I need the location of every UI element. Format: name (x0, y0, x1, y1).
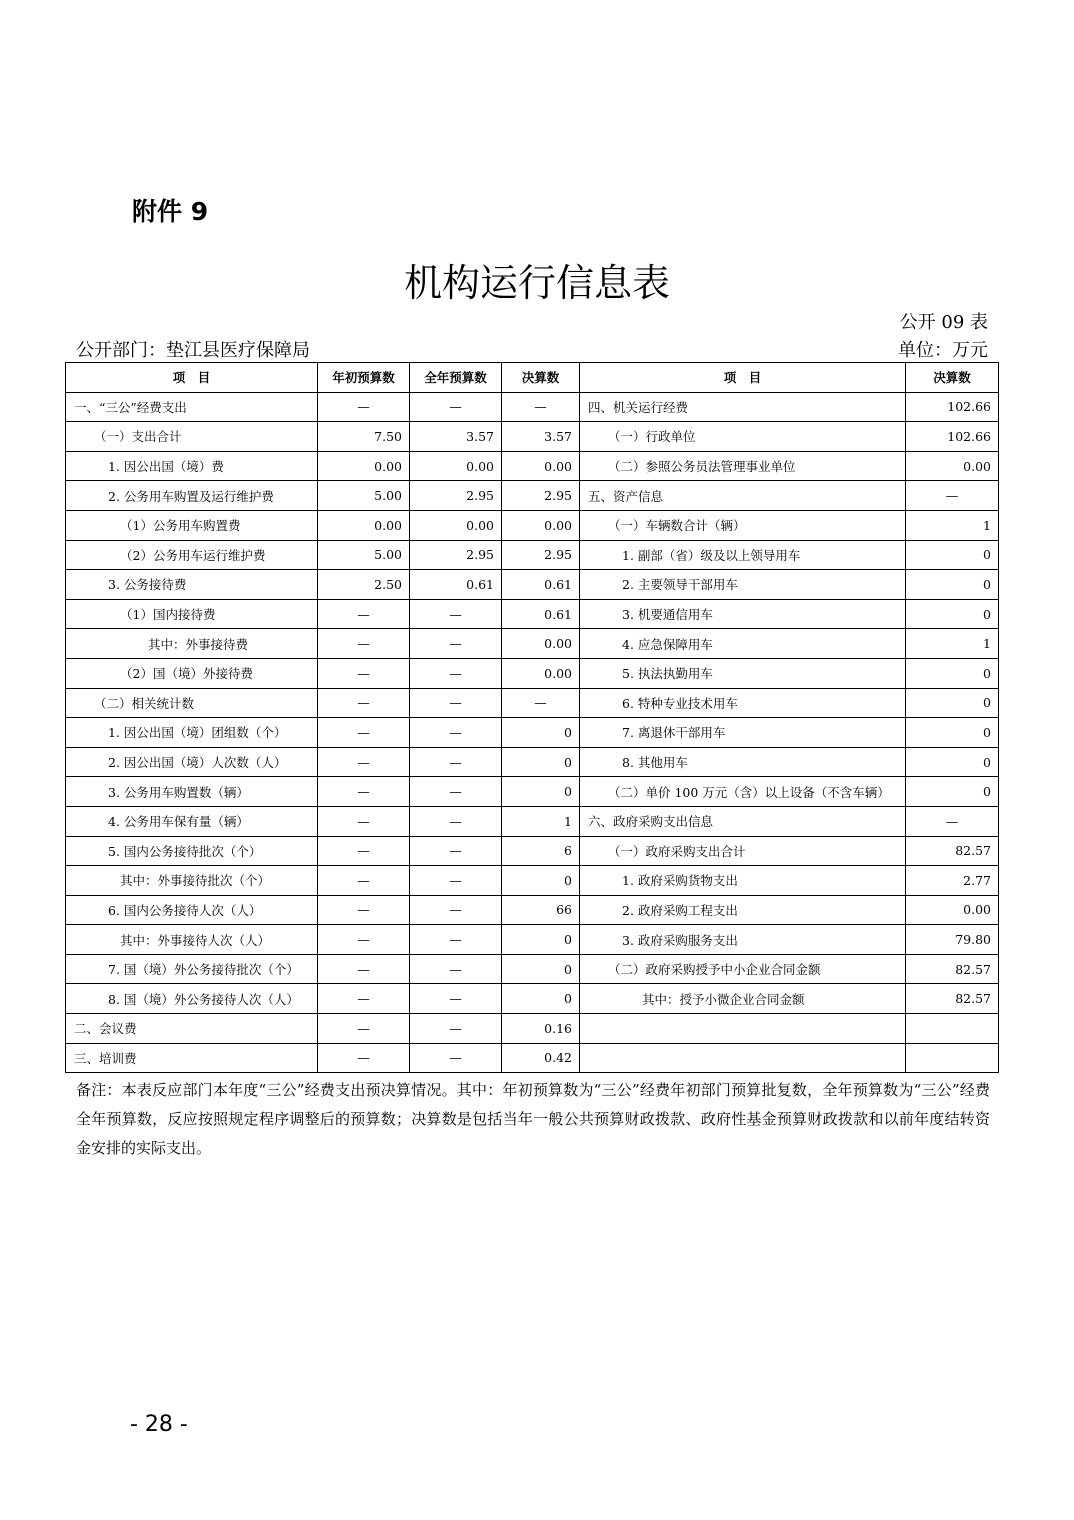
row-label: 1. 因公出国（境）费 (66, 451, 318, 481)
row-label: 其中：外事接待批次（个） (66, 866, 318, 896)
initial-value: 5.00 (318, 540, 410, 570)
row-label: 3. 公务用车购置数（辆） (66, 777, 318, 807)
initial-value: 0.00 (318, 510, 410, 540)
right-label: 4. 应急保障用车 (580, 629, 906, 659)
final-value: 0.00 (502, 510, 580, 540)
row-label: 二、会议费 (66, 1014, 318, 1044)
row-label: （1）公务用车购置费 (66, 510, 318, 540)
right-value: — (906, 481, 999, 511)
final-value: 0.00 (502, 658, 580, 688)
table-row (66, 629, 999, 659)
initial-value: 7.50 (318, 422, 410, 452)
final-value: 0.00 (502, 629, 580, 659)
right-value: 102.66 (906, 392, 999, 422)
right-value: 82.57 (906, 984, 999, 1014)
right-value (906, 1014, 999, 1044)
table-row (66, 392, 999, 422)
header-item-right: 项 目 (580, 363, 906, 393)
annual-value: — (410, 836, 502, 866)
initial-value: — (318, 1043, 410, 1073)
row-label: 5. 国内公务接待批次（个） (66, 836, 318, 866)
row-label: （二）相关统计数 (66, 688, 318, 718)
table-note: 备注：本表反应部门本年度“三公”经费支出预决算情况。其中：年初预算数为“三公”经费年初部门预算批复数，全年预算数为“三公”经费全年预算数，反应按照规定程序调整后的预算数；决算数是包括当年一般公共预算财政拨款、政府性基金预算财政拨款和以前年度结转资金安排的实际支出。 (76, 1081, 990, 1157)
initial-value: 5.00 (318, 481, 410, 511)
right-value: 79.80 (906, 925, 999, 955)
right-label: 其中：授予小微企业合同金额 (580, 984, 906, 1014)
right-label: 6. 特种专业技术用车 (580, 688, 906, 718)
annual-value: 2.95 (410, 481, 502, 511)
info-table (65, 362, 999, 1073)
right-label: 六、政府采购支出信息 (580, 806, 906, 836)
row-label: 6. 国内公务接待人次（人） (66, 895, 318, 925)
row-label: （1）国内接待费 (66, 599, 318, 629)
annual-value: — (410, 392, 502, 422)
initial-value: 0.00 (318, 451, 410, 481)
initial-value: — (318, 984, 410, 1014)
final-value: 2.95 (502, 540, 580, 570)
final-value: 0.61 (502, 599, 580, 629)
row-label: 一、“三公”经费支出 (66, 392, 318, 422)
right-label: （二）政府采购授予中小企业合同金额 (580, 954, 906, 984)
table-row (66, 866, 999, 896)
right-label: （二）单价 100 万元（含）以上设备（不含车辆） (580, 777, 906, 807)
final-value: — (502, 688, 580, 718)
right-label: 5. 执法执勤用车 (580, 658, 906, 688)
table-row (66, 1014, 999, 1044)
annual-value: 0.61 (410, 570, 502, 600)
right-value: 0 (906, 718, 999, 748)
right-value: 0 (906, 658, 999, 688)
final-value: 1 (502, 806, 580, 836)
right-value: 1 (906, 629, 999, 659)
annual-value: — (410, 777, 502, 807)
annual-value: — (410, 866, 502, 896)
table-row (66, 510, 999, 540)
table-row (66, 954, 999, 984)
final-value: 0 (502, 925, 580, 955)
table-row (66, 540, 999, 570)
row-label: 4. 公务用车保有量（辆） (66, 806, 318, 836)
row-label: 2. 公务用车购置及运行维护费 (66, 481, 318, 511)
right-label: 3. 机要通信用车 (580, 599, 906, 629)
right-value: 102.66 (906, 422, 999, 452)
right-value: 2.77 (906, 866, 999, 896)
initial-value: — (318, 836, 410, 866)
unit-label: 单位：万元 (898, 340, 988, 361)
right-label: 1. 政府采购货物支出 (580, 866, 906, 896)
initial-value: — (318, 925, 410, 955)
table-row (66, 747, 999, 777)
right-value: 0.00 (906, 451, 999, 481)
row-label: 7. 国（境）外公务接待批次（个） (66, 954, 318, 984)
right-label: （二）参照公务员法管理事业单位 (580, 451, 906, 481)
row-label: 其中：外事接待人次（人） (66, 925, 318, 955)
header-final-right: 决算数 (906, 363, 999, 393)
final-value: 0 (502, 718, 580, 748)
final-value: 6 (502, 836, 580, 866)
page-number: - 28 - (130, 1412, 188, 1437)
initial-value: — (318, 895, 410, 925)
annual-value: — (410, 718, 502, 748)
final-value: 0.16 (502, 1014, 580, 1044)
annual-value: — (410, 629, 502, 659)
annual-value: — (410, 984, 502, 1014)
right-label: 8. 其他用车 (580, 747, 906, 777)
header-item: 项 目 (66, 363, 318, 393)
attachment-label: 附件 9 (132, 197, 209, 226)
final-value: 2.95 (502, 481, 580, 511)
annual-value: — (410, 747, 502, 777)
initial-value: — (318, 688, 410, 718)
row-label: （2）公务用车运行维护费 (66, 540, 318, 570)
right-label: 7. 离退休干部用车 (580, 718, 906, 748)
right-label: 1. 副部（省）级及以上领导用车 (580, 540, 906, 570)
table-row (66, 836, 999, 866)
table-row (66, 1043, 999, 1073)
row-label: 其中：外事接待费 (66, 629, 318, 659)
right-label (580, 1014, 906, 1044)
initial-value: — (318, 658, 410, 688)
table-row (66, 658, 999, 688)
right-value: 0 (906, 540, 999, 570)
header-annual-budget: 全年预算数 (410, 363, 502, 393)
right-value: 0 (906, 777, 999, 807)
right-value (906, 1043, 999, 1073)
right-value: 0 (906, 599, 999, 629)
row-label: 3. 公务接待费 (66, 570, 318, 600)
table-row (66, 422, 999, 452)
page-title: 机构运行信息表 (403, 261, 670, 305)
table-row (66, 570, 999, 600)
table-header-row (66, 363, 999, 393)
table-row (66, 925, 999, 955)
initial-value: — (318, 954, 410, 984)
annual-value: — (410, 688, 502, 718)
right-value: — (906, 806, 999, 836)
right-value: 82.57 (906, 836, 999, 866)
right-value: 0 (906, 688, 999, 718)
annual-value: 0.00 (410, 451, 502, 481)
annual-value: — (410, 1014, 502, 1044)
table-row (66, 895, 999, 925)
department-label: 公开部门：垫江县医疗保障局 (76, 340, 310, 361)
right-label: 五、资产信息 (580, 481, 906, 511)
annual-value: 3.57 (410, 422, 502, 452)
initial-value: — (318, 599, 410, 629)
right-value: 1 (906, 510, 999, 540)
right-label (580, 1043, 906, 1073)
row-label: 8. 国（境）外公务接待人次（人） (66, 984, 318, 1014)
annual-value: — (410, 658, 502, 688)
table-row (66, 688, 999, 718)
initial-value: — (318, 718, 410, 748)
initial-value: 2.50 (318, 570, 410, 600)
header-initial-budget: 年初预算数 (318, 363, 410, 393)
annual-value: 0.00 (410, 510, 502, 540)
row-label: （一）支出合计 (66, 422, 318, 452)
annual-value: — (410, 895, 502, 925)
right-value: 0 (906, 747, 999, 777)
final-value: 3.57 (502, 422, 580, 452)
right-label: 2. 主要领导干部用车 (580, 570, 906, 600)
final-value: 0 (502, 866, 580, 896)
final-value: 0 (502, 747, 580, 777)
row-label: 2. 因公出国（境）人次数（人） (66, 747, 318, 777)
initial-value: — (318, 629, 410, 659)
final-value: 0 (502, 984, 580, 1014)
initial-value: — (318, 1014, 410, 1044)
table-row (66, 777, 999, 807)
right-label: 2. 政府采购工程支出 (580, 895, 906, 925)
row-label: 三、培训费 (66, 1043, 318, 1073)
table-row (66, 984, 999, 1014)
table-row (66, 806, 999, 836)
right-label: 3. 政府采购服务支出 (580, 925, 906, 955)
initial-value: — (318, 747, 410, 777)
right-label: （一）政府采购支出合计 (580, 836, 906, 866)
table-row (66, 599, 999, 629)
annual-value: — (410, 1043, 502, 1073)
final-value: 0.61 (502, 570, 580, 600)
row-label: 1. 因公出国（境）团组数（个） (66, 718, 318, 748)
final-value: 66 (502, 895, 580, 925)
annual-value: 2.95 (410, 540, 502, 570)
right-label: （一）车辆数合计（辆） (580, 510, 906, 540)
table-row (66, 481, 999, 511)
final-value: — (502, 392, 580, 422)
table-row (66, 718, 999, 748)
annual-value: — (410, 925, 502, 955)
final-value: 0.42 (502, 1043, 580, 1073)
table-row (66, 451, 999, 481)
right-value: 0.00 (906, 895, 999, 925)
right-label: （一）行政单位 (580, 422, 906, 452)
table-code: 公开 09 表 (899, 312, 988, 333)
final-value: 0 (502, 954, 580, 984)
final-value: 0 (502, 777, 580, 807)
row-label: （2）国（境）外接待费 (66, 658, 318, 688)
final-value: 0.00 (502, 451, 580, 481)
initial-value: — (318, 866, 410, 896)
initial-value: — (318, 392, 410, 422)
right-value: 0 (906, 570, 999, 600)
annual-value: — (410, 599, 502, 629)
annual-value: — (410, 954, 502, 984)
annual-value: — (410, 806, 502, 836)
initial-value: — (318, 777, 410, 807)
right-label: 四、机关运行经费 (580, 392, 906, 422)
right-value: 82.57 (906, 954, 999, 984)
initial-value: — (318, 806, 410, 836)
header-final: 决算数 (502, 363, 580, 393)
